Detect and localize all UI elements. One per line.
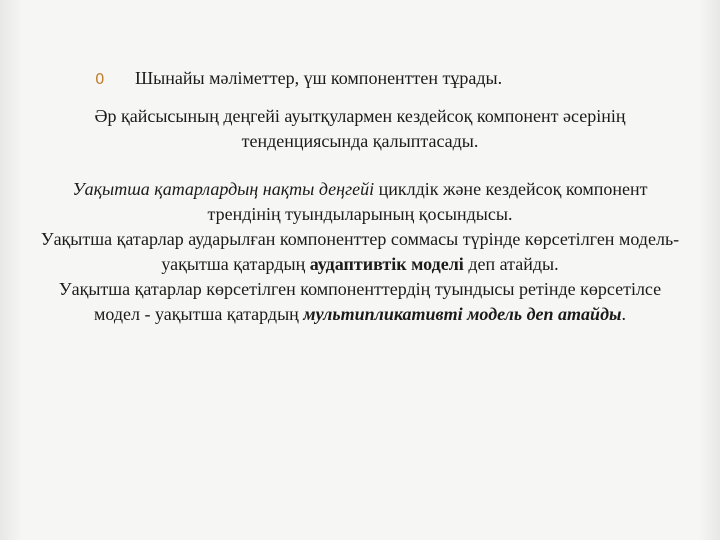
paragraph-4-bold-italic: мультипликативті модель деп атайды xyxy=(303,304,622,324)
bullet-text: Шынайы мәліметтер, үш компоненттен тұрады. xyxy=(135,68,503,88)
paragraph-2 xyxy=(40,177,680,227)
paragraph-4-end: . xyxy=(621,304,626,324)
paragraph-3 xyxy=(40,227,680,277)
paragraph-3-bold: аудаптивтік моделі xyxy=(309,254,464,274)
paragraph-1: Әр қайсысының деңгейі ауытқулармен кездейсоқ компонент әсерінің тенденциясында қалыптасады. xyxy=(94,106,626,151)
bullet-marker: 0 xyxy=(95,69,105,88)
paragraph-3-end: деп атайды. xyxy=(463,254,559,274)
bullet-item xyxy=(95,68,502,89)
body-text xyxy=(40,104,680,327)
paragraph-2-italic: Уақытша қатарлардың нақты деңгейі xyxy=(72,179,375,199)
paragraph-4-start: Уақытша қатарлар көрсетілген компоненттердің туындысы ретінде көрсетілсе модел - уақытша қатардың xyxy=(58,279,662,324)
paragraph-4 xyxy=(40,277,680,327)
paragraph-2-rest: циклдік және кездейсоқ компонент трендінің туындыларының қосындысы. xyxy=(207,179,648,224)
paragraph-3-start: Уақытша қатарлар аударылған компоненттер соммасы түрінде көрсетілген модель- уақытша қатардың xyxy=(40,229,680,274)
